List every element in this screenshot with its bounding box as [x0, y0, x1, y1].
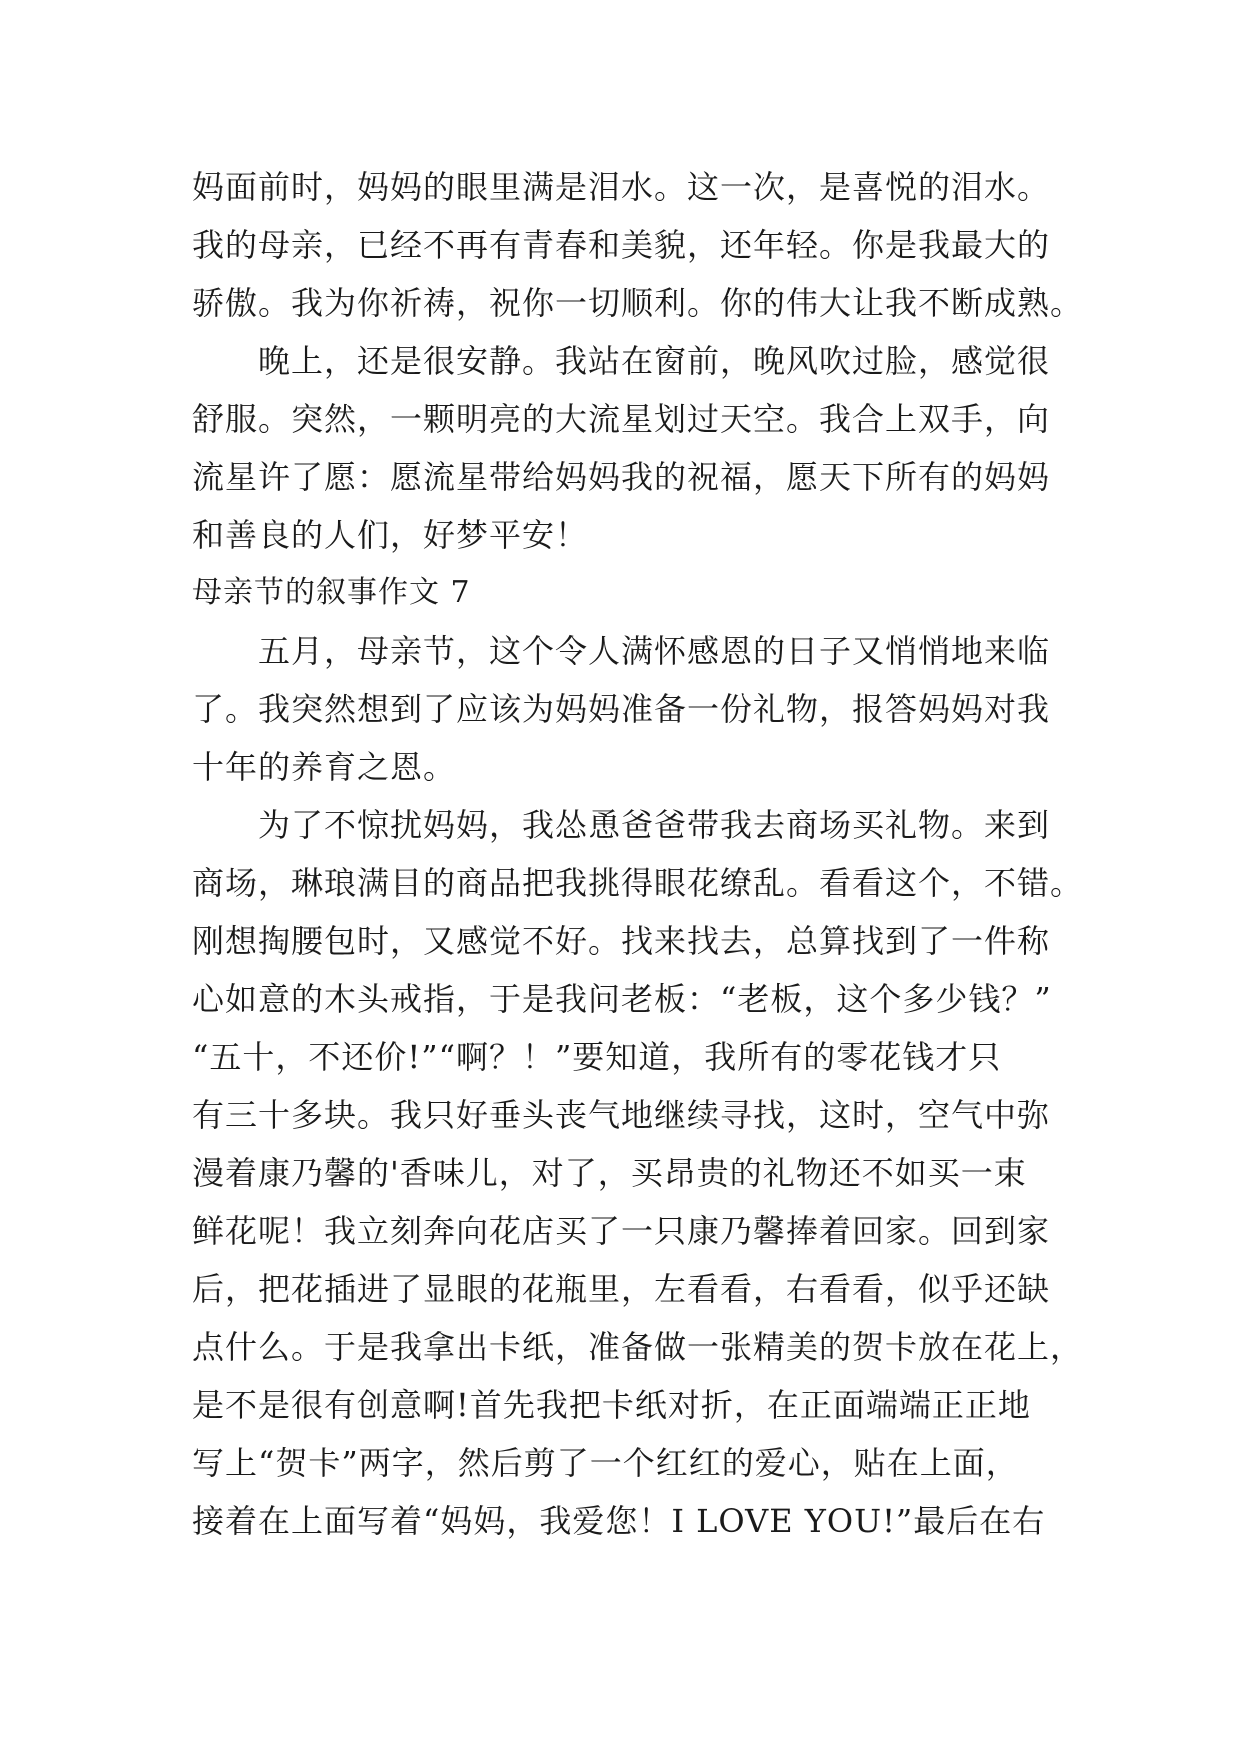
text-line: 骄傲。我为你祈祷，祝你一切顺利。你的伟大让我不断成熟。: [192, 284, 1084, 322]
text-line: 商场，琳琅满目的商品把我挑得眼花缭乱。看看这个，不错。: [192, 864, 1084, 902]
text-line: 晚上，还是很安静。我站在窗前，晚风吹过脸，感觉很: [258, 342, 1051, 380]
text-line: 为了不惊扰妈妈，我怂恿爸爸带我去商场买礼物。来到: [258, 806, 1051, 844]
essay-body: [192, 158, 1084, 1550]
text-line: 五月，母亲节，这个令人满怀感恩的日子又悄悄地来临: [258, 632, 1051, 670]
paragraph-evening: [192, 332, 1072, 564]
paragraph-may: [192, 622, 1072, 796]
text-line: 舒服。突然，一颗明亮的大流星划过天空。我合上双手，向: [192, 400, 1051, 438]
text-line: 和善良的人们，好梦平安！: [192, 516, 589, 554]
text-line: 鲜花呢！我立刻奔向花店买了一只康乃馨捧着回家。回到家: [192, 1212, 1051, 1250]
text-line: 漫着康乃馨的'香味儿，对了，买昂贵的礼物还不如买一束: [192, 1154, 1027, 1192]
text-line: 是不是很有创意啊!首先我把卡纸对折，在正面端端正正地: [192, 1386, 1031, 1424]
text-line: “五十，不还价!”“啊？！”要知道，我所有的零花钱才只: [192, 1038, 1002, 1076]
essay-heading: 母亲节的叙事作文 7: [192, 575, 471, 610]
text-line: 了。我突然想到了应该为妈妈准备一份礼物，报答妈妈对我: [192, 690, 1051, 728]
text-line: 后，把花插进了显眼的花瓶里，左看看，右看看，似乎还缺: [192, 1270, 1051, 1308]
text-line: 十年的养育之恩。: [192, 748, 457, 786]
text-line: 流星许了愿：愿流星带给妈妈我的祝福，愿天下所有的妈妈: [192, 458, 1051, 496]
text-line: 心如意的木头戒指，于是我问老板：“老板，这个多少钱？”: [192, 980, 1052, 1018]
paragraph-continuation: [192, 158, 1084, 332]
text-line: 我的母亲，已经不再有青春和美貌，还年轻。你是我最大的: [192, 226, 1051, 264]
text-line: 点什么。于是我拿出卡纸，准备做一张精美的贺卡放在花上，: [192, 1328, 1084, 1366]
text-line: 写上“贺卡”两字，然后剪了一个红红的爱心，贴在上面，: [192, 1444, 1019, 1482]
text-line: 妈面前时，妈妈的眼里满是泪水。这一次，是喜悦的泪水。: [192, 168, 1051, 206]
text-line: 有三十多块。我只好垂头丧气地继续寻找，这时，空气中弥: [192, 1096, 1051, 1134]
text-line: 接着在上面写着“妈妈，我爱您！I LOVE YOU!”最后在右: [192, 1502, 1046, 1540]
paragraph-gift: [192, 796, 1084, 1550]
text-line: 刚想掏腰包时，又感觉不好。找来找去，总算找到了一件称: [192, 922, 1051, 960]
